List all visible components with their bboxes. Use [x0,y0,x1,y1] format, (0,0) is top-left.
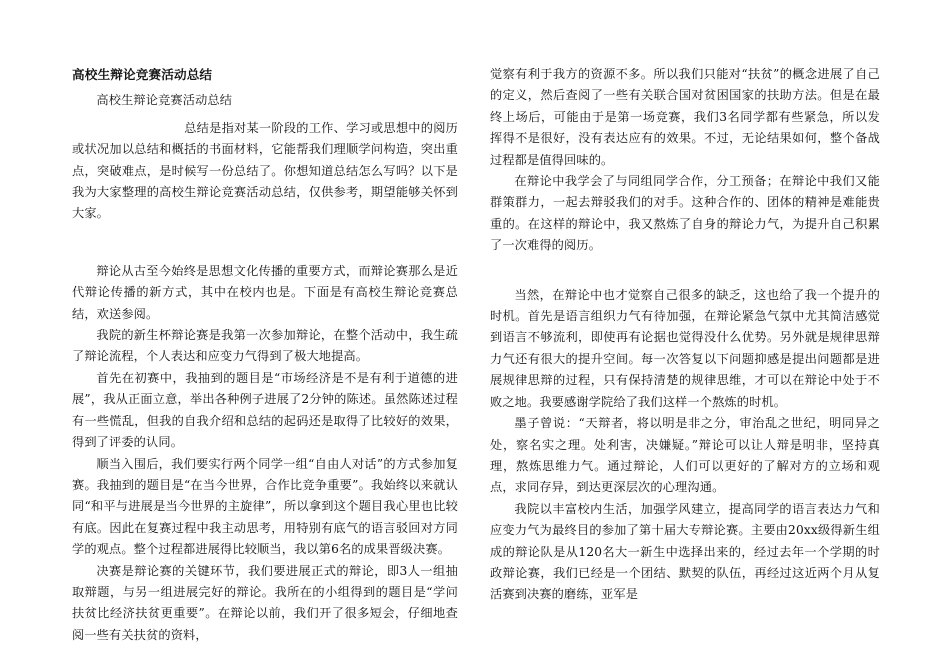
paragraph: 我院以丰富校内生活，加强学风建立，提高同学的语言表达力气和应变力气为最终目的参加了第十届大专辩论赛。主要由20xx级得新生组成的辩论队是从120名大一新生中选择出来的，经过去年一个学期的时政辩论赛，我们已经是一个团结、默契的队伍，再经过这近两个月从复活赛到决赛的磨练，亚军是 [490,501,880,602]
paragraph-gap [490,257,880,279]
paragraph: 辩论从古至今始终是思想文化传播的重要方式，而辩论赛那么是近代辩论传播的新方式，其中在校内也是。下面是有高校生辩论竞赛总结，欢送参阅。 [72,263,458,321]
paragraph: 在辩论中我学会了与同组同学合作，分工预备；在辩论中我们又能群策群力，一起去辩驳我们的对手。这种合作的、团体的精神是难能贵重的。在这样的辩论中，我又熬炼了自身的辩论力气，为提升自己积累了一次难得的阅历。 [490,174,880,253]
left-column [72,64,458,646]
document-title: 高校生辩论竞赛活动总结 [72,67,213,82]
paragraph: 顺当入围后，我们要实行两个同学一组“自由人对话”的方式参加复赛。我抽到的题目是“在当今世界，合作比竞争重要”。我始终以来就认同“和平与进展是当今世界的主旋律”，所以拿到这个题目我心里也比较有底。因此在复赛过程中我主动思考，用特别有底气的语言驳回对方同学的观点。整个过程都进展得比较顺当，我以第6名的成果晋级决赛。 [72,456,458,557]
paragraph: 我院的新生杯辩论赛是我第一次参加辩论，在整个活动中，我生疏了辩论流程，个人表达和应变力气得到了极大地提高。 [72,328,458,364]
paragraph: 当然，在辩论中也才觉察自己很多的缺乏，这也给了我一个提升的时机。首先是语言组织力气有待加强，在辩论紧急气氛中尤其简洁感觉到语言不够流利，即使再有论据也觉得没什么优势。另外就是规律思辩力气还有很大的提升空间。每一次答复以下问题抑感是提出问题都是进展规律思辩的过程，只有保持清楚的规律思维，才可以在辩论中处于不败之地。我要感谢学院给了我们这样一个熬炼的时机。 [490,287,880,409]
document-subtitle: 高校生辩论竞赛活动总结 [96,93,233,108]
right-column [490,64,880,606]
continued-paragraph: 觉察有利于我方的资源不多。所以我们只能对“扶贫”的概念进展了自己的定义，然后查阅了一些有关联合国对贫困国家的扶助方法。但是在最终上场后，可能由于是第一场竞赛，我们3名同学都有些紧急，所以发挥得不是很好，没有表达应有的效果。不过，无论结果如何，整个备战过程都是值得回味的。 [490,67,880,167]
paragraph: 首先在初赛中，我抽到的题目是“市场经济是不是有利于道德的进展”，我从正面立意，举出各种例子进展了2分钟的陈述。虽然陈述过程有一些慌乱，但我的自我介绍和总结的起码还是取得了比较好的效果，得到了评委的认同。 [72,370,458,450]
paragraph: 墨子曾说：“天辩者，将以明是非之分，审治乱之世纪，明同异之处，察名实之理。处利害，决嫌疑。”辩论可以让人辩是明非，坚持真理，熬炼思维力气。通过辩论，人们可以更好的了解对方的立场和观点，求同存异，到达更深层次的心理沟通。 [490,416,880,495]
intro-paragraph: 总结是指对某一阶段的工作、学习或思想中的阅历或状况加以总结和概括的书面材料，它能帮我们理顺学问构造，突出重点，突破难点，是时候写一份总结了。你想知道总结怎么写吗？以下是我为大家整理的高校生辩论竞赛活动总结，仅供参考，期望能够关怀到大家。 [72,120,458,221]
paragraph: 决赛是辩论赛的关键环节，我们要进展正式的辩论，即3人一组抽取辩题，与另一组进展完好的辩论。我所在的小组得到的题目是“学问扶贫比经济扶贫更重要”。在辩论以前，我们开了很多短会，仔细地查阅一些有关扶贫的资料， [72,563,458,642]
paragraph-gap [72,225,458,247]
